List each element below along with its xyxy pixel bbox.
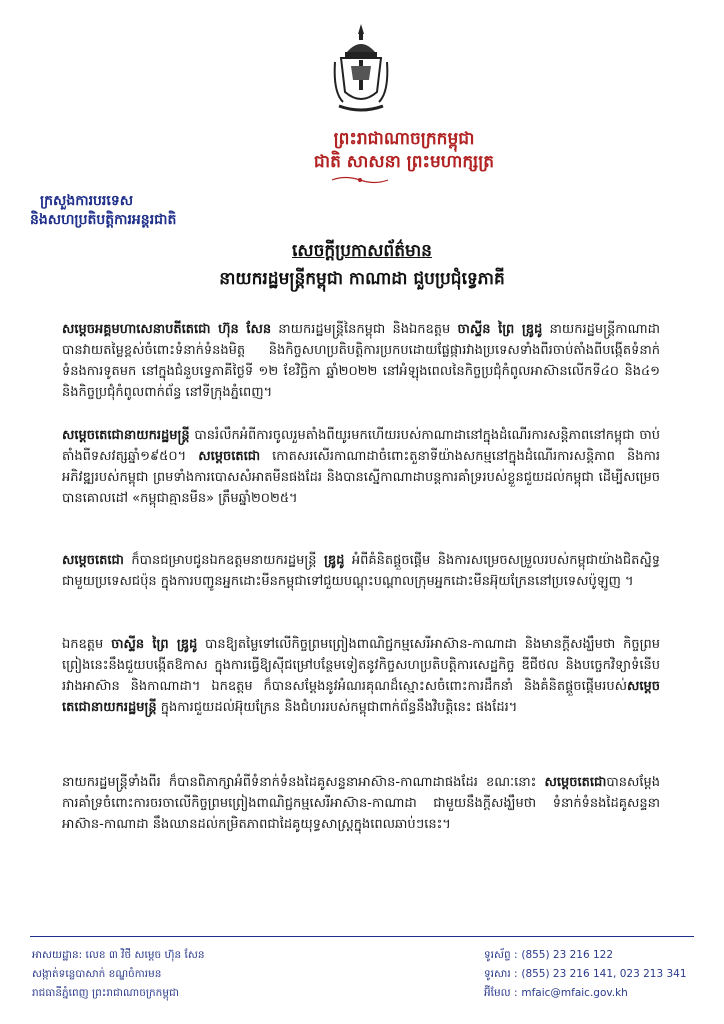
ministry-name-line1: ក្រសួងការបរទេស (40, 193, 134, 209)
phone-row (484, 946, 687, 965)
footer-address (32, 946, 205, 1003)
body-text: បានសម្តែងការគាំទ្រចំពោះការចរចាលើកិច្ចព្រមព្រៀងពាណិជ្ជកម្មសេរីអាស៊ាន-កាណាដា ជាមួយនឹងក្តីសង្ឃឹមថា ទំនាក់ទំនងដៃគូសន្ទនាអាស៊ាន-កាណាដា នឹងឈានដល់កម្រិតភាពជាដៃគូយុទ្ធសាស្ត្រក្នុងពេលឆាប់ៗនេះ។ (62, 775, 660, 832)
phone-label: ទូរស័ព្ទ : (484, 949, 518, 961)
fax-value: (855) 23 216 141, 023 213 341 (521, 968, 687, 980)
footer-divider (30, 936, 694, 937)
kingdom-name: ព្រះរាជាណាចក្រកម្ពុជា (333, 129, 475, 149)
bold-text: ឌ្រូដូ (323, 553, 345, 568)
paragraph-4 (62, 634, 660, 718)
body-text: កោតសរសើរកាណាដាចំពោះតួនាទីយ៉ាងសកម្មនៅក្នុងដំណើរការសន្តិភាព និងការអភិវឌ្ឍរបស់កម្ពុជា ព្រមទាំងការបោសសំអាតមីនផងដែរ និងបានស្នើកាណាដាបន្តការគាំទ្ររបស់ខ្លួនជួយដល់កម្ពុជា ដើម្បីសម្រេចបានគោលដៅ «កម្ពុជាគ្មានមីន» ត្រឹមឆ្នាំ២០២៥។ (62, 449, 660, 506)
bold-text: ចាស្ទីន ព្រៃ ឌ្រូដូ (111, 637, 198, 652)
bold-text: សម្តេចតេជោ (198, 449, 261, 464)
address-line: សង្កាត់ទន្លេបាសាក់ ខណ្ឌចំការមន (32, 968, 162, 980)
body-text: ឯកឧត្តម (62, 637, 112, 652)
fax-label: ទូរសារ : (484, 968, 518, 980)
email-label: អ៊ីមែល : (484, 987, 518, 999)
ministry-name-line2: និងសហប្រតិបត្តិការអន្តរជាតិ (30, 212, 177, 228)
bold-text: សម្តេចតេជោនាយករដ្ឋមន្ត្រី (62, 679, 660, 715)
bold-text: ចាស្ទីន ព្រៃ ឌ្រូដូ (457, 322, 543, 337)
paragraph-1 (62, 319, 660, 403)
footer-contacts (484, 946, 687, 1003)
paragraph-3 (62, 550, 660, 592)
email-row (484, 984, 687, 1003)
body-text: ក្នុងការជួយដល់អ៊ុយក្រែន និងជំហររបស់កម្ពុជាពាក់ព័ន្ធនឹងវិបត្តិនេះ ផងដែរ។ (156, 700, 518, 715)
address-line: រាជធានីភ្នំពេញ ព្រះរាជាណាចក្រកម្ពុជា (32, 987, 179, 999)
bold-text: សម្តេចតេជោ (62, 553, 124, 568)
bold-text: សម្តេចតេជោនាយករដ្ឋមន្ត្រី (62, 428, 190, 443)
ornament-divider-icon (330, 175, 390, 185)
phone-value: (855) 23 216 122 (521, 949, 614, 961)
body-text: ក៏បានជម្រាបជូនឯកឧត្តមនាយករដ្ឋមន្ត្រី (123, 553, 324, 568)
email-link[interactable]: mfaic@mfaic.gov.kh (521, 987, 628, 999)
document-subheading: នាយករដ្ឋមន្ត្រីកម្ពុជា កាណាដា ជួបប្រជុំទ្វេភាគី (219, 269, 505, 289)
body-text: នាយករដ្ឋមន្ត្រីនៃកម្ពុជា និងឯកឧត្តម (271, 322, 458, 337)
fax-row (484, 965, 687, 984)
paragraph-2 (62, 425, 660, 509)
national-motto: ជាតិ សាសនា ព្រះមហាក្សត្រ (313, 152, 495, 172)
royal-emblem-icon (333, 22, 389, 114)
address-line: អាសយដ្ឋាន: លេខ ៣ វិថី សម្តេច ហ៊ុន សែន (32, 949, 205, 961)
body-text: បានឱ្យតម្លៃទៅលើកិច្ចព្រមព្រៀងពាណិជ្ជកម្មសេរីអាស៊ាន-កាណាដា និងមានក្តីសង្ឃឹមថា កិច្ចព្រមព្រៀងនេះនឹងជួយបង្កើតឱកាស ក្នុងការធ្វើឱ្យស៊ីជម្រៅបន្ថែមទៀតនូវកិច្ចសហប្រតិបត្តិការសេដ្ឋកិច្ច ឌីជីថល និងបច្ចេកវិទ្យាទំនើបរវាងអាស៊ាន និងកាណាដា។ ឯកឧត្តម ក៏បានសម្តែងនូវអំណរគុណដ៏ស្មោះសចំពោះការដឹកនាំ និងគំនិតផ្តួចផ្តើមរបស់ (62, 637, 660, 694)
body-text: នាយករដ្ឋមន្ត្រីទាំងពីរ ក៏បានពិភាក្សាអំពីទំនាក់ទំនងដៃគូសន្ទនាអាស៊ាន-កាណាដាផងដែរ ខណៈនោះ (62, 775, 545, 790)
body-text: នាយករដ្ឋមន្ត្រីកាណាដា បានវាយតម្លៃខ្ពស់ចំពោះទំនាក់ទំនងមិត្ត និងកិច្ចសហប្រតិបត្តិការប្រកបដោយផ្លែផ្ការវាងប្រទេសទាំងពីរចាប់តាំងពីបង្កើតទំនាក់ទំនងការទូតមក នៅក្នុងជំនួបទ្វេភាគីថ្ងៃទី ១២ ខែវិច្ឆិកា ឆ្នាំ២០២២ នៅអំឡុងពេលនៃកិច្ចប្រជុំកំពូលអាស៊ានលើកទី៤០ និង៤១ និងកិច្ចប្រជុំកំពូលពាក់ព័ន្ធ នៅទីក្រុងភ្នំពេញ។ (62, 322, 660, 400)
body-text: អំពីគំនិតផ្តួចផ្តើម និងការសម្រេចសម្រួលរបស់កម្ពុជាយ៉ាងជិតស្និទ្ធជាមួយប្រទេសជប៉ុន ក្នុងការបញ្ជូនអ្នកដោះមីនកម្ពុជាទៅជួយបណ្តុះបណ្តាលក្រុមអ្នកដោះមីនអ៊ុយក្រែននៅប្រទេសប៉ូឡូញ ។ (62, 553, 660, 589)
document-heading: សេចក្តីប្រកាសព័ត៌មាន (292, 241, 432, 261)
bold-text: សម្តេចអគ្គមហាសេនាបតីតេជោ ហ៊ុន សែន (62, 322, 272, 337)
body-text: បានរំលឹកអំពីការចូលរួមតាំងពីយូរមកហើយរបស់កាណាដានៅក្នុងដំណើរការសន្តិភាពនៅកម្ពុជា ចាប់តាំងពីទសវត្សឆ្នាំ១៩៥០។ (62, 428, 660, 464)
paragraph-5 (62, 772, 660, 835)
bold-text: សម្តេចតេជោ (544, 775, 607, 790)
